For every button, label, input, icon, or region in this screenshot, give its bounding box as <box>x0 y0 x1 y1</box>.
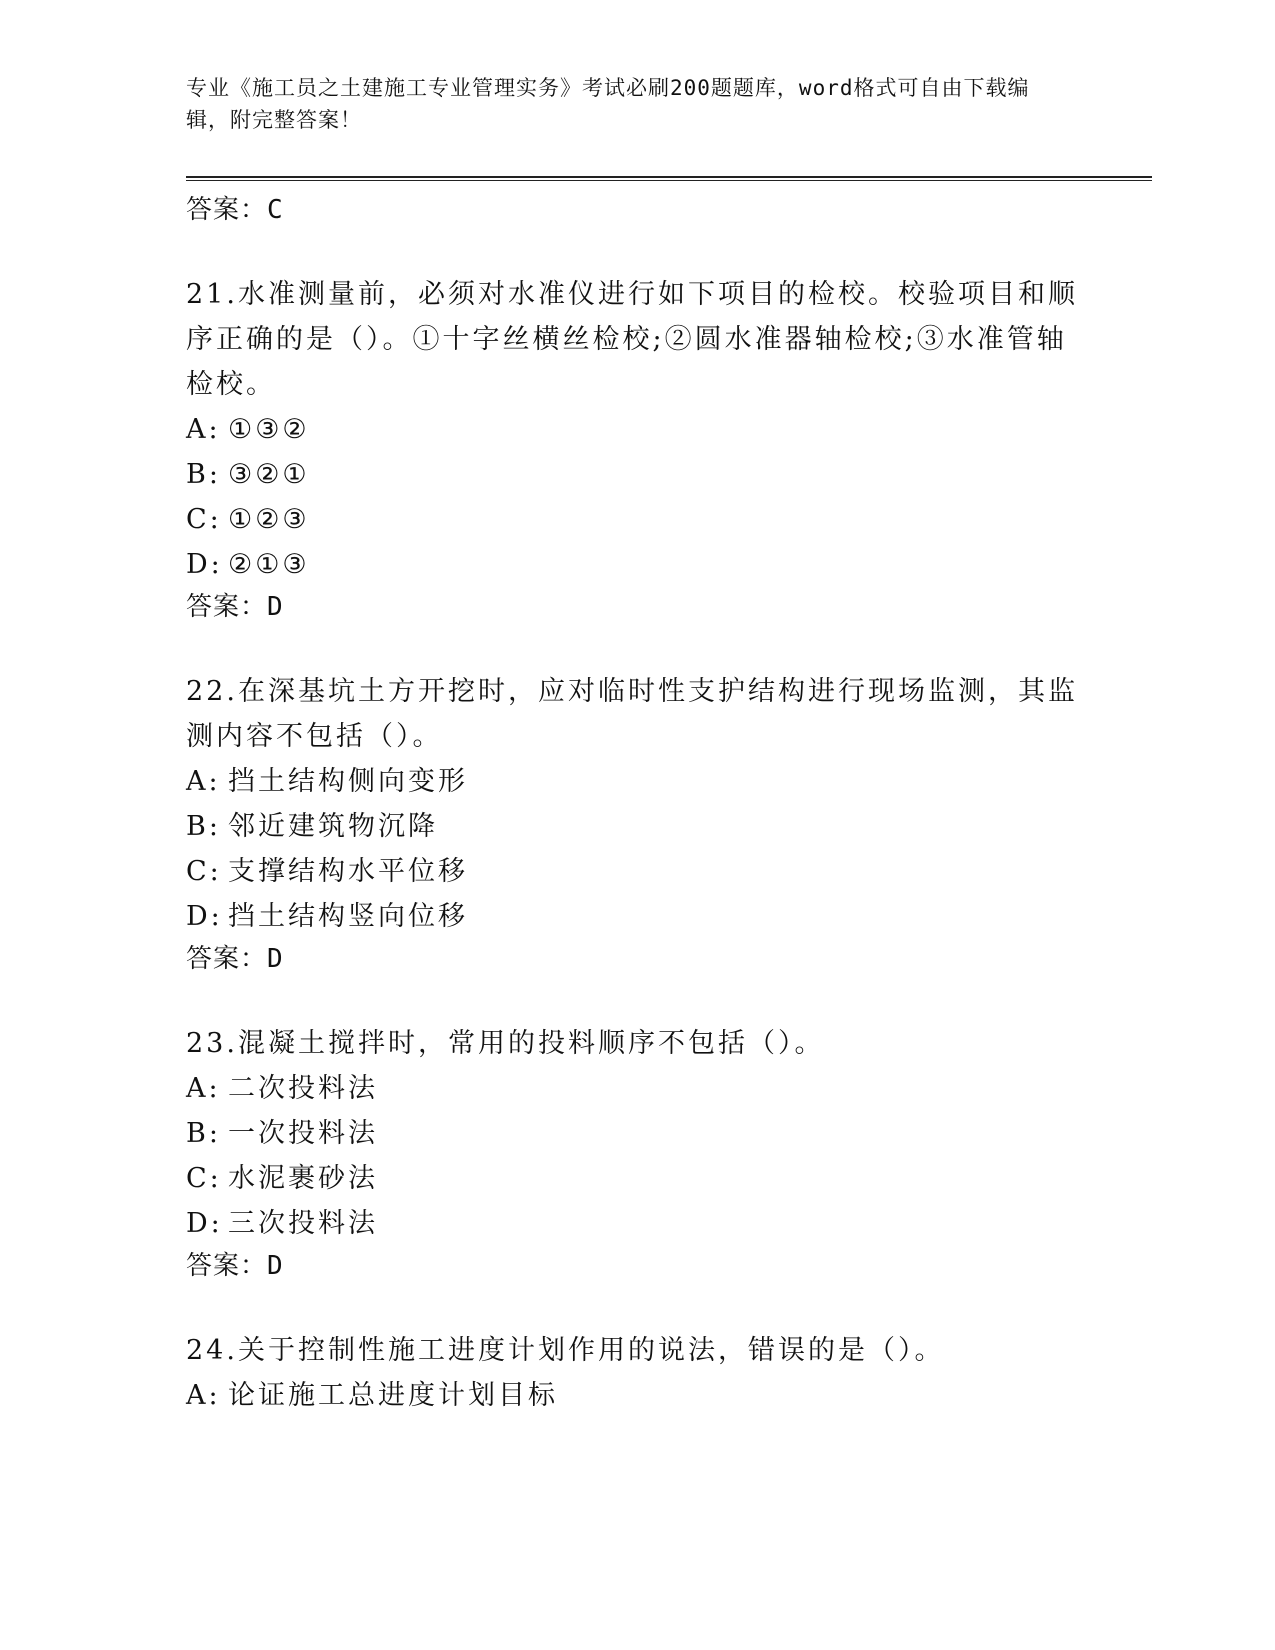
option-letter: A: <box>186 1380 221 1411</box>
option-text: 三次投料法 <box>228 1208 378 1239</box>
answer-value: D <box>267 944 284 974</box>
option-text: 一次投料法 <box>228 1118 378 1149</box>
option-letter: D: <box>186 1208 223 1239</box>
option-text: 支撑结构水平位移 <box>228 856 468 887</box>
option-a <box>186 1373 1086 1418</box>
option-c <box>186 849 1086 894</box>
question-list <box>186 190 1086 1460</box>
option-a <box>186 1066 1086 1111</box>
option-d <box>186 894 1086 939</box>
option-text: ②①③ <box>228 549 310 580</box>
page-header: 专业《施工员之土建施工专业管理实务》考试必刷200题题库，word格式可自由下载编辑，附完整答案！ <box>186 76 1030 132</box>
option-d <box>186 542 1086 587</box>
answer-line <box>186 939 1086 979</box>
option-letter: C: <box>186 504 222 535</box>
answer-label: 答案： <box>186 195 268 225</box>
option-text: ①③② <box>228 414 310 445</box>
option-b <box>186 804 1086 849</box>
option-letter: D: <box>186 901 223 932</box>
option-a <box>186 407 1086 452</box>
option-b <box>186 1111 1086 1156</box>
answer-label: 答案： <box>186 944 268 974</box>
option-letter: C: <box>186 1163 222 1194</box>
answer-label: 答案： <box>186 1251 268 1281</box>
question-block <box>186 1328 1086 1418</box>
answer-line <box>186 587 1086 627</box>
option-b <box>186 452 1086 497</box>
option-a <box>186 759 1086 804</box>
option-c <box>186 497 1086 542</box>
option-letter: A: <box>186 414 221 445</box>
answer-value: C <box>267 195 284 225</box>
option-letter: A: <box>186 766 221 797</box>
question-text: 24.关于控制性施工进度计划作用的说法，错误的是（）。 <box>186 1335 945 1366</box>
option-letter: B: <box>186 811 221 842</box>
option-text: ③②① <box>228 459 310 490</box>
answer-value: D <box>267 592 284 622</box>
question-text: 22.在深基坑土方开挖时，应对临时性支护结构进行现场监测，其监测内容不包括（）。 <box>186 676 1078 752</box>
answer-value: D <box>267 1251 284 1281</box>
header-divider <box>186 176 1152 181</box>
question-block <box>186 1021 1086 1286</box>
answer-line <box>186 1246 1086 1286</box>
answer-label: 答案： <box>186 592 268 622</box>
option-text: 邻近建筑物沉降 <box>228 811 438 842</box>
question-text: 23.混凝土搅拌时，常用的投料顺序不包括（）。 <box>186 1028 825 1059</box>
option-c <box>186 1156 1086 1201</box>
option-letter: D: <box>186 549 223 580</box>
option-letter: B: <box>186 1118 221 1149</box>
option-letter: C: <box>186 856 222 887</box>
option-text: 水泥裹砂法 <box>228 1163 378 1194</box>
answer-line <box>186 190 1086 230</box>
option-text: 二次投料法 <box>228 1073 378 1104</box>
option-text: 论证施工总进度计划目标 <box>228 1380 558 1411</box>
option-text: 挡土结构竖向位移 <box>228 901 468 932</box>
option-text: ①②③ <box>228 504 310 535</box>
option-letter: B: <box>186 459 221 490</box>
option-letter: A: <box>186 1073 221 1104</box>
option-text: 挡土结构侧向变形 <box>228 766 468 797</box>
question-text: 21.水准测量前，必须对水准仪进行如下项目的检校。校验项目和顺序正确的是（）。①十字丝横丝检校;②圆水准器轴检校;③水准管轴检校。 <box>186 279 1078 400</box>
option-d <box>186 1201 1086 1246</box>
question-block <box>186 669 1086 979</box>
question-block <box>186 272 1086 627</box>
